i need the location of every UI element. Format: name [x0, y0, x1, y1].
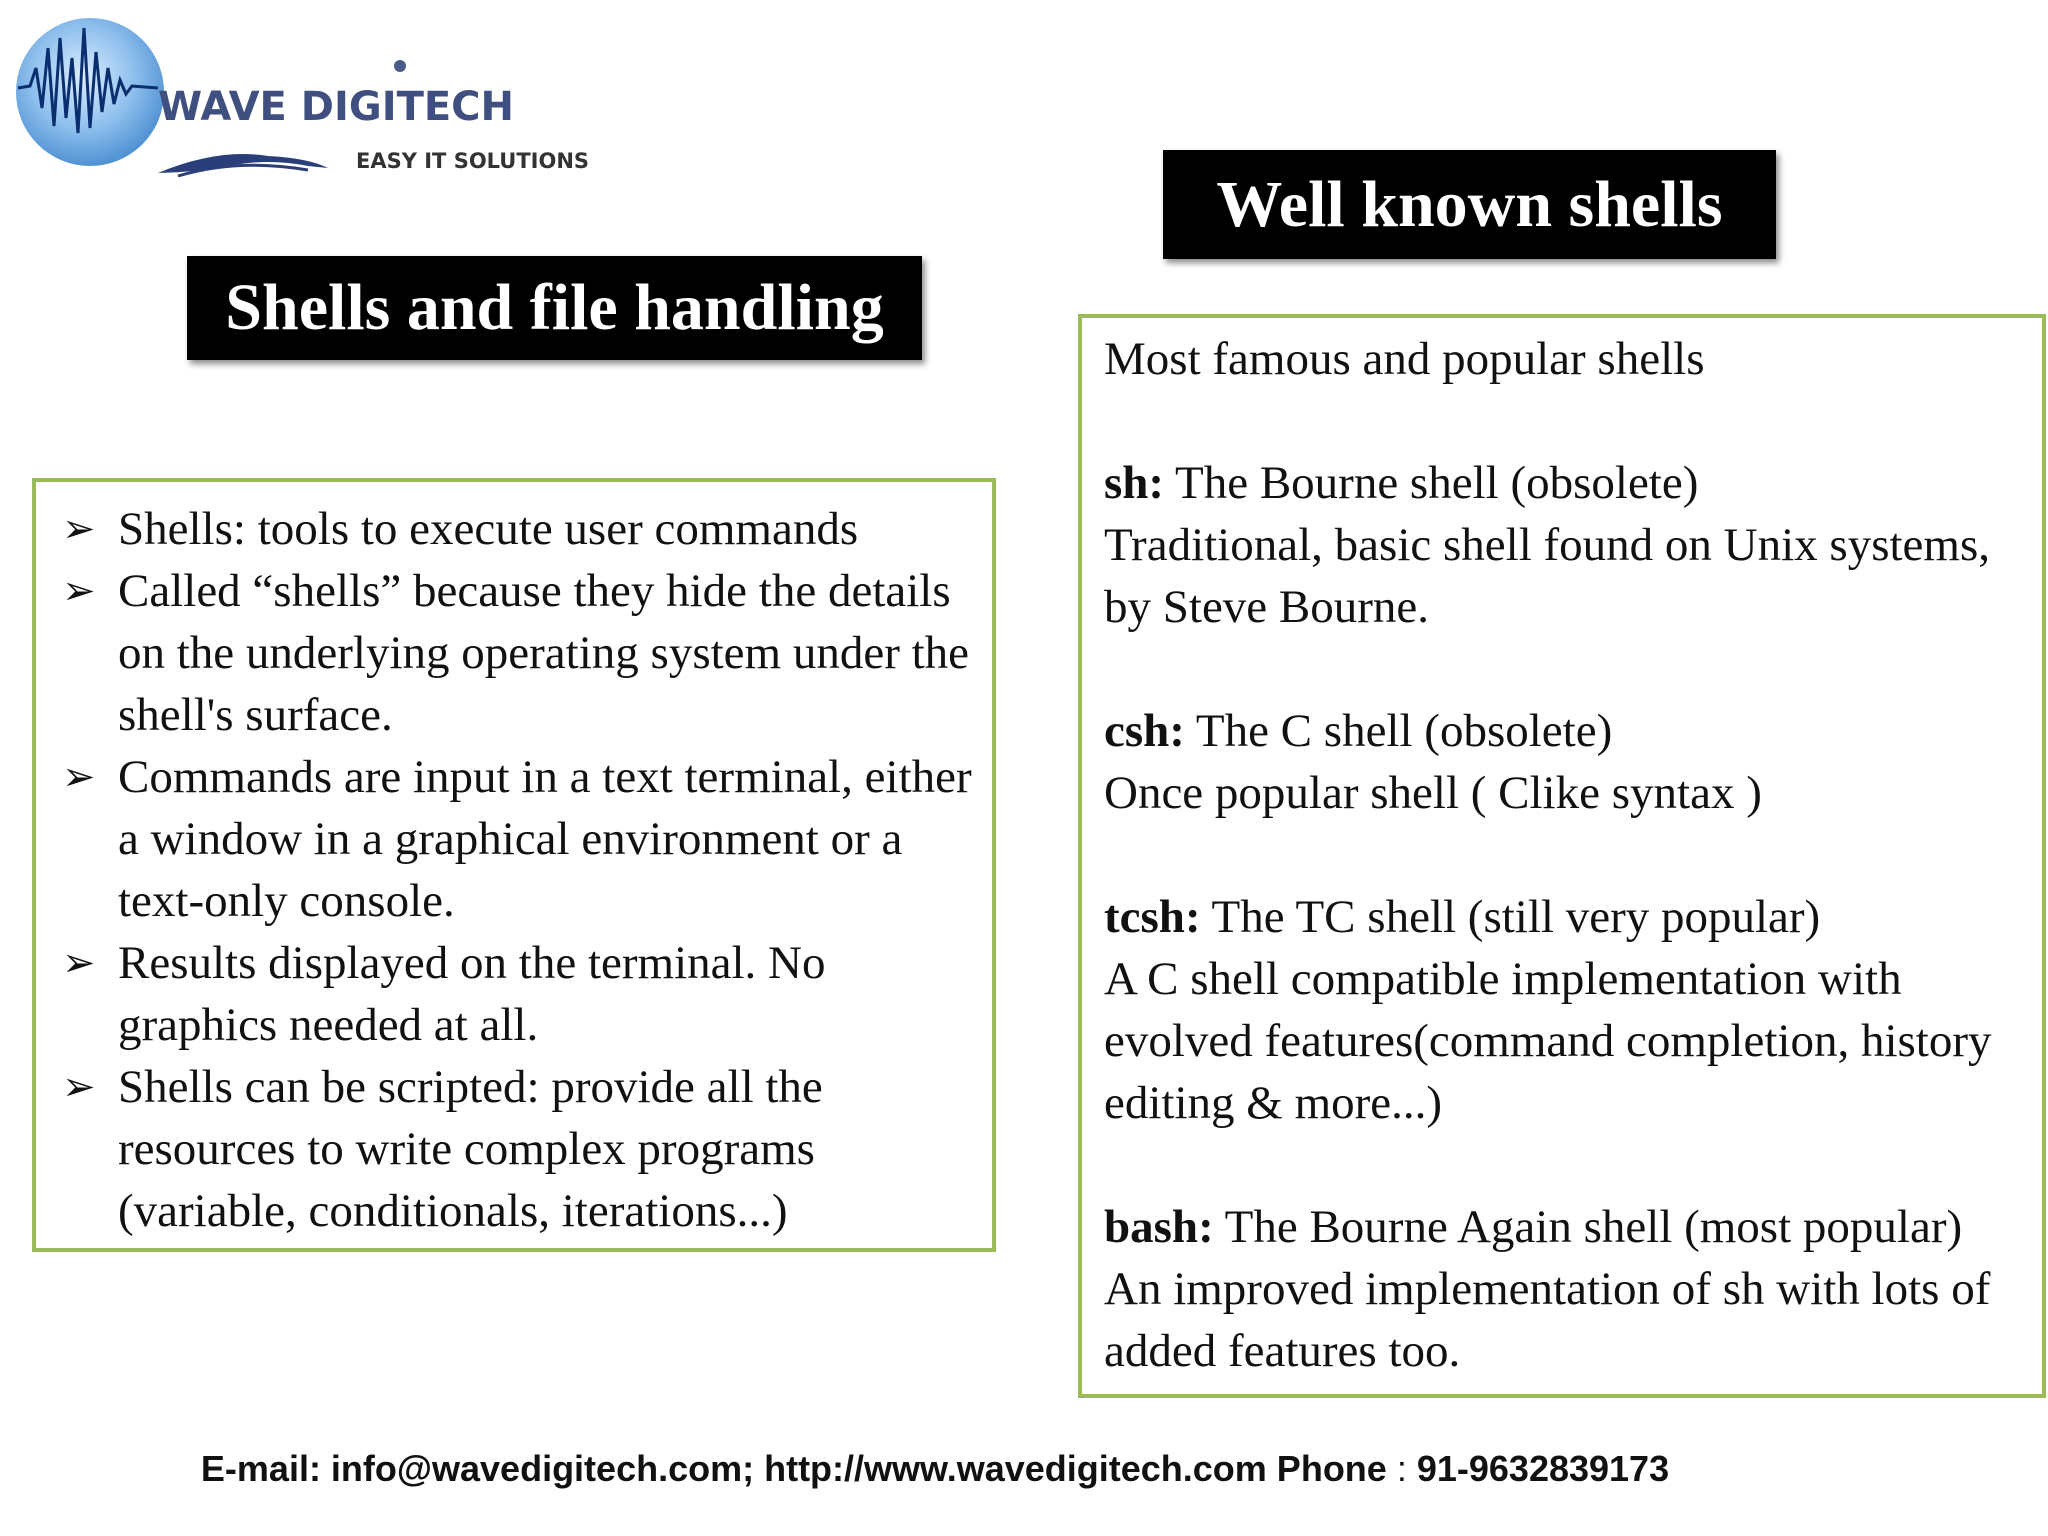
shell-entry-csh [1104, 700, 2026, 824]
shell-name: tcsh: [1104, 891, 1201, 943]
shells-intro: Most famous and popular shells [1104, 333, 1705, 385]
list-item [58, 498, 972, 560]
footer-phone: 91-9632839173 [1406, 1448, 1670, 1489]
footer-colon: : [1396, 1448, 1407, 1489]
shell-heading: The Bourne shell (obsolete) [1164, 457, 1699, 509]
bullet-text: Shells: tools to execute user commands [118, 503, 859, 555]
shell-description: Once popular shell ( Clike syntax ) [1104, 767, 1762, 819]
well-known-shells-box [1078, 314, 2046, 1398]
shell-entry-sh [1104, 452, 2026, 638]
bullet-list [58, 498, 972, 1242]
shell-heading: The Bourne Again shell (most popular) An improved implementation of sh with lots of added features too. [1104, 1201, 1991, 1377]
right-title: Well known shells [1163, 150, 1776, 259]
list-item [58, 1056, 972, 1242]
list-item [58, 746, 972, 932]
arrow-bullet-icon: ➢ [62, 568, 96, 614]
shell-entry-tcsh [1104, 886, 2026, 1134]
arrow-bullet-icon: ➢ [62, 754, 96, 800]
bullet-text: Results displayed on the terminal. No graphics needed at all. [118, 937, 826, 1051]
logo-brand-text: WAVE DIGITECH [158, 84, 515, 130]
bullet-text: Commands are input in a text terminal, either a window in a graphical environment or a text-only console. [118, 751, 972, 927]
bullet-text: Called “shells” because they hide the details on the underlying operating system under the shell's surface. [118, 565, 970, 741]
footer-email-website: E-mail: info@wavedigitech.com; http://www.wavedigitech.com Phone [200, 1448, 1397, 1489]
shell-name: sh: [1104, 457, 1165, 509]
left-title: Shells and file handling [187, 256, 922, 360]
arrow-bullet-icon: ➢ [62, 940, 96, 986]
shell-heading: The C shell (obsolete) [1184, 705, 1613, 757]
shell-name: bash: [1104, 1201, 1214, 1253]
arrow-bullet-icon: ➢ [62, 1064, 96, 1110]
shell-name: csh: [1104, 705, 1185, 757]
shell-heading: The TC shell (still very popular) [1200, 891, 1821, 943]
shell-description: A C shell compatible implementation with evolved features(command completion, history editing & more...) [1104, 953, 1992, 1129]
contact-footer [0, 1448, 1870, 1490]
list-item [58, 560, 972, 746]
shell-description: Traditional, basic shell found on Unix systems, by Steve Bourne. [1104, 519, 1991, 633]
arrow-bullet-icon: ➢ [62, 506, 96, 552]
shells-overview-box [32, 478, 996, 1252]
wave-digitech-logo [8, 8, 598, 188]
logo-tagline-text: EASY IT SOLUTIONS [356, 149, 590, 173]
list-item [58, 932, 972, 1056]
shell-entry-bash [1104, 1196, 2026, 1382]
bullet-text: Shells can be scripted: provide all the resources to write complex programs (variable, conditionals, iterations...) [118, 1061, 823, 1237]
